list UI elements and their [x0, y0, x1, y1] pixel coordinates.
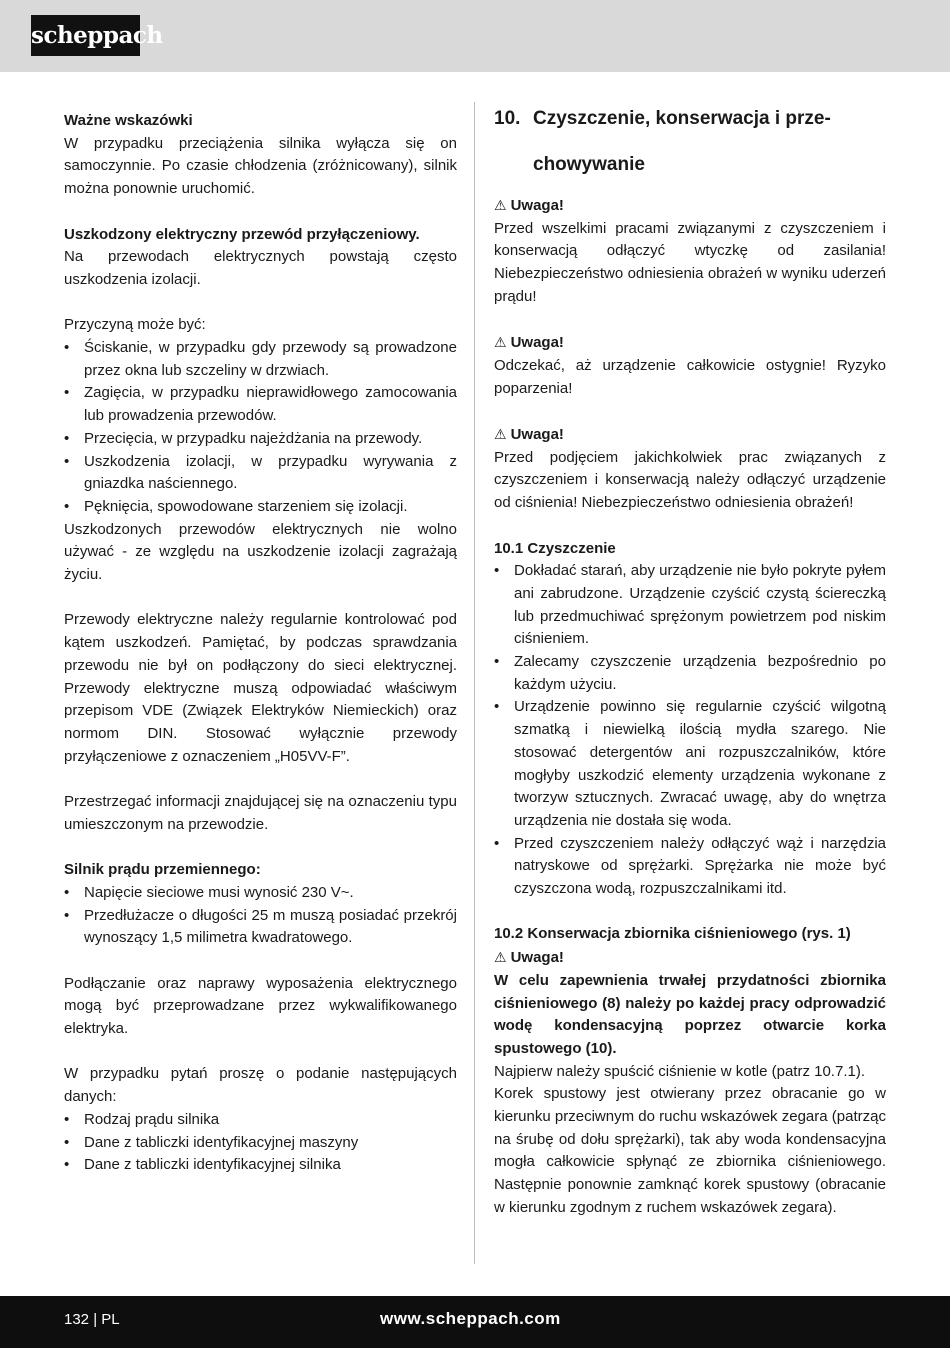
- marking-text: Przestrzegać informacji znajdującej się na oznaczeniu typu umieszczonym na przewodzie.: [64, 793, 457, 833]
- list-item: • Urządzenie powinno się regularnie czyścić wilgotną szmatką i niewielką ilością mydła szarego. Nie stosować detergentów ani rozpuszczalników, które mogłyby uszkodzić elementy urządzenia wykonane z tworzyw sztucznych. Zwracać uwagę, aby do wnętrza urządzenia nie dostała się woda.: [494, 696, 886, 832]
- electrician-text: Podłączanie oraz naprawy wyposażenia elektrycznego mogą być przeprowadzane przez wykwalifikowanego elektryka.: [64, 974, 457, 1038]
- scheppach-logo: scheppach: [31, 15, 140, 56]
- tank-text-1: Najpierw należy spuścić ciśnienie w kotle (patrz 10.7.1).: [494, 1062, 865, 1080]
- warning-text-1: Przed wszelkimi pracami związanymi z czyszczeniem i konserwacją odłączyć wtyczkę od zasilania! Niebezpieczeństwo odniesienia obrażeń w wyniku uderzeń prądu!: [494, 219, 886, 305]
- section-number: 10.: [494, 108, 521, 129]
- website-link[interactable]: www.scheppach.com: [380, 1309, 561, 1328]
- list-item: • Dane z tabliczki identyfikacyjnej maszyny: [64, 1132, 457, 1155]
- warning-icon: ⚠: [494, 426, 507, 442]
- warning-label: ⚠ Uwaga!: [494, 194, 886, 218]
- list-item: • Rodzaj prądu silnika: [64, 1109, 457, 1132]
- warning-text-3: Przed podjęciem jakichkolwiek prac związanych z czyszczeniem i konserwacją należy odłączyć urządzenie od ciśnienia! Niebezpieczeństwo odniesienia obrażeń!: [494, 448, 886, 512]
- ac-motor-heading: Silnik prądu przemiennego:: [64, 861, 261, 879]
- list-item: • Uszkodzenia izolacji, w przypadku wyrywania z gniazdka naściennego.: [64, 451, 457, 496]
- warning-text-2: Odczekać, aż urządzenie całkowicie ostygnie! Ryzyko poparzenia!: [494, 356, 886, 397]
- page-header: [0, 0, 950, 72]
- important-notes-heading: Ważne wskazówki: [64, 112, 193, 129]
- warning-label: ⚠ Uwaga!: [494, 946, 886, 970]
- warning-label: ⚠ Uwaga!: [494, 423, 886, 447]
- list-item: • Ściskanie, w przypadku gdy przewody są prowadzone przez okna lub szczeliny w drzwiach.: [64, 337, 457, 382]
- right-column: [494, 96, 886, 1220]
- tank-maintenance-heading: 10.2 Konserwacja zbiornika ciśnieniowego (rys. 1): [494, 925, 851, 943]
- damaged-cable-heading: Uszkodzony elektryczny przewód przyłączeniowy.: [64, 225, 420, 243]
- warning-icon: ⚠: [494, 334, 507, 351]
- cable-check-text: Przewody elektryczne należy regularnie kontrolować pod kątem uszkodzeń. Pamiętać, by podczas sprawdzania przewodu nie był on podłączony do sieci elektrycznej. Przewody elektryczne muszą odpowiadać właściwym przepisom VDE (Związek Elektryków Niemieckich) oraz normom DIN. Stosować wyłącznie przewody przyłączeniowe z oznaczeniem „H05VV-F”.: [64, 611, 457, 765]
- damaged-cable-text: Na przewodach elektrycznych powstają często uszkodzenia izolacji.: [64, 248, 457, 288]
- overload-text: W przypadku przeciążenia silnika wyłącza się on samoczynnie. Po czasie chłodzenia (zróżnicowany), silnik można ponownie uruchomić.: [64, 134, 457, 198]
- page-footer: [0, 1296, 950, 1348]
- warning-label: ⚠ Uwaga!: [494, 331, 886, 355]
- cause-list: [64, 337, 457, 519]
- list-item: • Zagięcia, w przypadku nieprawidłowego zamocowania lub prowadzenia przewodów.: [64, 382, 457, 427]
- list-item: • Przedłużacze o długości 25 m muszą posiadać przekrój wynoszący 1,5 milimetra kwadratowego.: [64, 905, 457, 950]
- list-item: • Przecięcia, w przypadku najeżdżania na przewody.: [64, 428, 457, 451]
- section-title-line1: Czyszczenie, konserwacja i prze-: [533, 108, 831, 129]
- tank-text-2: Korek spustowy jest otwierany przez obracanie go w kierunku przeciwnym do ruchu wskazówek zegara (patrząc na śrubę od dołu sprężarki), tak aby woda kondensacyjna mogła całkowicie spłynąć ze zbiornika ciśnieniowego. Następnie ponownie zamknąć korek spustowy (obracanie w kierunku zgodnym z ruchem wskazówek zegara).: [494, 1085, 886, 1216]
- list-item: • Napięcie sieciowe musi wynosić 230 V~.: [64, 882, 457, 905]
- cause-intro: Przyczyną może być:: [64, 316, 206, 334]
- warning-icon: ⚠: [494, 197, 507, 213]
- list-item: • Dane z tabliczki identyfikacyjnej silnika: [64, 1154, 457, 1177]
- cleaning-heading: 10.1 Czyszczenie: [494, 539, 616, 557]
- column-divider: [474, 102, 475, 1264]
- tank-bold-text: W celu zapewnienia trwałej przydatności zbiornika ciśnieniowego (8) należy po każdej pracy odprowadzić wodę kondensacyjną poprzez otwarcie korka spustowego (10).: [494, 971, 886, 1057]
- list-item: • Pęknięcia, spowodowane starzeniem się izolacji.: [64, 496, 457, 519]
- motor-list: [64, 882, 457, 950]
- left-column: [64, 110, 457, 1177]
- list-item: • Przed czyszczeniem należy odłączyć wąż i narzędzia natryskowe od sprężarki. Sprężarka nie może być czyszczona wodą, rozpuszczalnikami itd.: [494, 833, 886, 901]
- damaged-cables-warning: Uszkodzonych przewodów elektrycznych nie wolno używać - ze względu na uszkodzenie izolacji zagrażają życiu.: [64, 520, 457, 584]
- questions-intro: W przypadku pytań proszę o podanie następujących danych:: [64, 1065, 457, 1106]
- section-title-line2: chowywanie: [533, 154, 645, 175]
- section-heading: [494, 96, 886, 188]
- questions-list: [64, 1109, 457, 1177]
- list-item: • Dokładać starań, aby urządzenie nie było pokryte pyłem ani zabrudzone. Urządzenie czyścić czystą ściereczką lub przedmuchiwać sprężonym powietrzem pod niskim ciśnieniem.: [494, 560, 886, 651]
- list-item: • Zalecamy czyszczenie urządzenia bezpośrednio po każdym użyciu.: [494, 651, 886, 696]
- warning-icon: ⚠: [494, 949, 507, 966]
- page-number: 132 | PL: [64, 1311, 120, 1328]
- cleaning-list: [494, 560, 886, 901]
